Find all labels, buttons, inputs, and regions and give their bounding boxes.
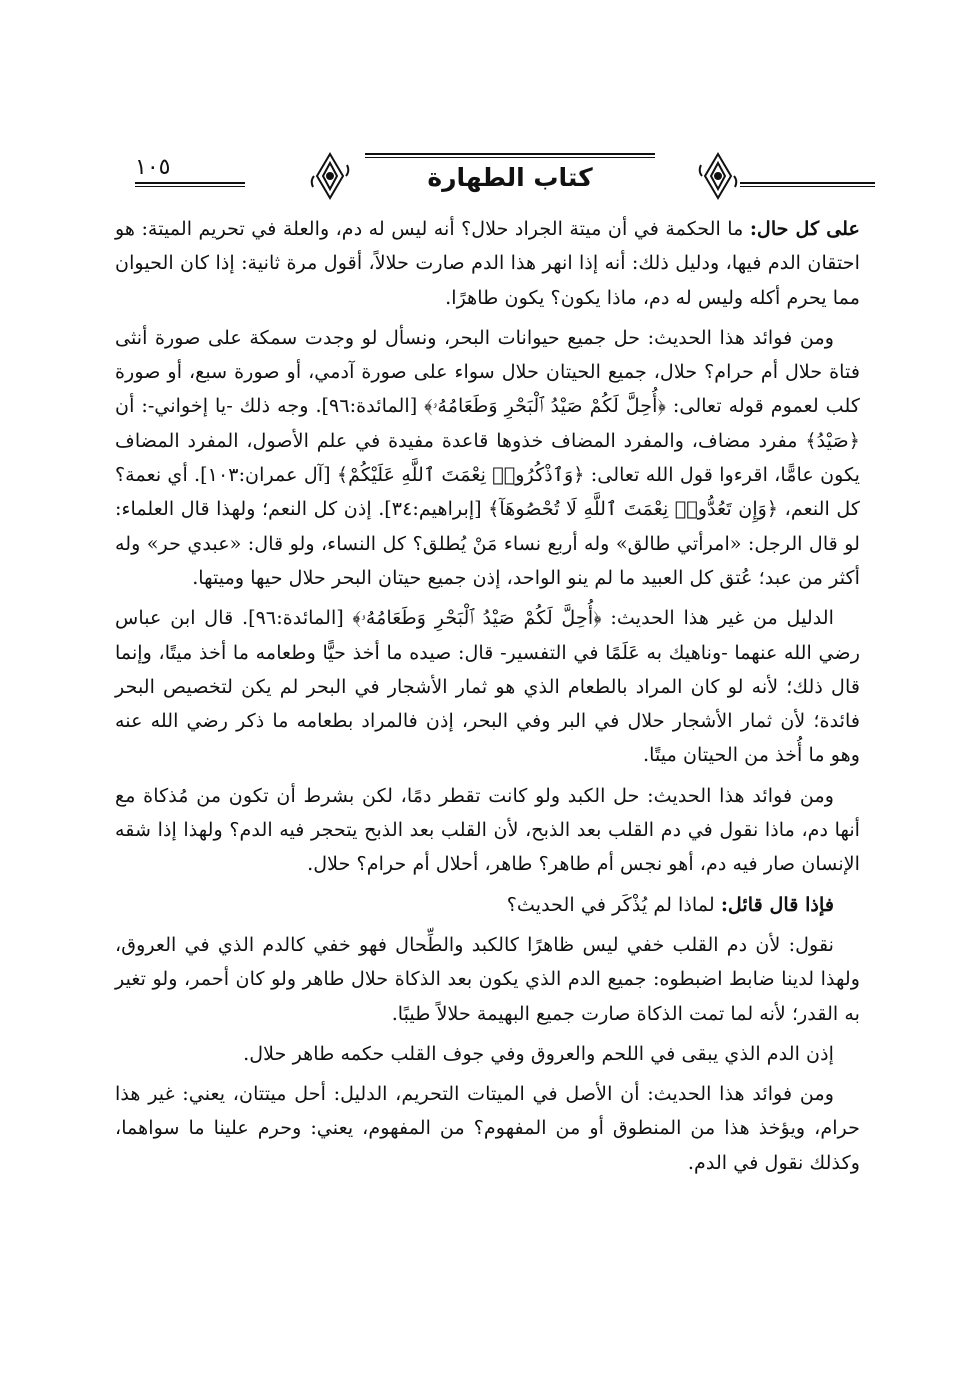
- paragraph: [115, 601, 860, 772]
- paragraph: [115, 1077, 860, 1180]
- paragraph-text: الدليل من غير هذا الحديث: ﴿أُحِلَّ لَكُمْ صَيْدُ ٱلْبَحْرِ وَطَعَامُهُۥ﴾ [المائدة:٩٦]. قال ابن عباس رضي الله عنهما -وناهيك به عَلَمًا في التفسير- قال: صيده ما أخذ حيًّا وطعامه ما أخذ ميتًا، وإنما قال ذلك؛ لأنه لو كان المراد بالطعام الذي هو ثمار الأشجار في البحر لم يكن لتخصيص البحر فائدة؛ لأن ثمار الأشجار حلال في البر وفي البحر، إذن فالمراد بطعامه ما ذكر رضي الله عنه وهو ما أُخذ من الحيتان ميتًا.: [115, 606, 860, 767]
- paragraph: [115, 928, 860, 1031]
- paragraph-text: إذن الدم الذي يبقى في اللحم والعروق وفي جوف القلب حكمه طاهر حلال.: [243, 1041, 834, 1065]
- paragraph-lead: على كل حال:: [749, 217, 860, 240]
- paragraph-text: نقول: لأن دم القلب خفي ليس ظاهرًا كالكبد والطِّحال فهو خفي كالدم الذي في العروق، ولهذا لدينا ضابط اضبطوه: جميع الدم الذي يكون بعد الذكاة حلال طاهر ولو كان أحمر، ولو تغير به القدر؛ لأنه لما تمت الذكاة صارت جميع البهيمة حلالاً طيبًا.: [115, 932, 860, 1025]
- paragraph: [115, 888, 860, 922]
- page-number: ١٠٥: [135, 155, 171, 180]
- paragraph: [115, 1037, 860, 1071]
- header-rule-center: [365, 153, 655, 158]
- chapter-title: كتاب الطهارة: [427, 163, 593, 192]
- paragraph: [115, 321, 860, 595]
- paragraph-text: ومن فوائد هذا الحديث: أن الأصل في الميتات التحريم، الدليل: أحل ميتتان، يعني: غير هذا حرام، ويؤخذ هذا من المنطوق أو من المفهوم؟ من المفهوم، يعني: وحرم علينا ما سواهما، وكذلك نقول في الدم.: [115, 1082, 860, 1174]
- paragraph-text: ومن فوائد هذا الحديث: حل الكبد ولو كانت تقطر دمًا، لكن بشرط أن تكون من مُذكاة مع أنها دم، ماذا نقول في دم القلب بعد الذبح، لأن القلب بعد الذبح يتحجر فيه الدم؟ ولهذا إذا شقه الإنسان صار فيه دم، أهو نجس أم طاهر؟ طاهر، أحلال أم حرام؟ حلال.: [115, 783, 860, 876]
- paragraph: [115, 212, 860, 315]
- paragraph: [115, 779, 860, 882]
- ornament-left-icon: [310, 151, 350, 201]
- body-text: [115, 212, 860, 1180]
- ornament-right-icon: [698, 151, 738, 201]
- paragraph-text: لماذا لم يُذْكَر في الحديث؟: [506, 892, 721, 916]
- page-header: [135, 145, 875, 205]
- header-rule-right: [740, 182, 875, 187]
- paragraph-lead: فإذا قال قائل:: [720, 892, 834, 916]
- paragraph-text: ما الحكمة في أن ميتة الجراد حلال؟ أنه ليس له دم، والعلة في تحريم الميتة: هو احتقان الدم فيها، ودليل ذلك: أنه إذا انهر هذا الدم صارت حلالاً، أقول مرة ثانية: إذا كان الحيوان مما يحرم أكله وليس له دم، ماذا يكون؟ يكون طاهرًا.: [115, 217, 860, 309]
- paragraph-text: ومن فوائد هذا الحديث: حل جميع حيوانات البحر، ونسأل لو وجدت سمكة على صورة أنثى فتاة حلال أم حرام؟ حلال، جميع الحيتان حلال سواء على صورة آدمي، أو صورة سبع، أو صورة كلب لعموم قوله تعالى: ﴿أُحِلَّ لَكُمْ صَيْدُ ٱلْبَحْرِ وَطَعَامُهُۥ﴾ [المائدة:٩٦]. وجه ذلك -يا إخواني-: أن ﴿صَيْدُ﴾ مفرد مضاف، والمفرد المضاف خذوها قاعدة مفيدة في علم الأصول، المفرد المضاف يكون عامًّا، اقرءوا قول الله تعالى: ﴿وَٱذْكُرُوا۟ نِعْمَتَ ٱللَّهِ عَلَيْكُمْ﴾ [آل عمران:١٠٣]. أي نعمة؟ كل النعم، ﴿وَإِن تَعُدُّوا۟ نِعْمَتَ ٱللَّهِ لَا تُحْصُوهَآ﴾ [إبراهيم:٣٤]. إذن كل النعم؛ ولهذا قال العلماء: لو قال الرجل: «امرأتي طالق» وله أربع نساء مَنْ يُطلق؟ كل النساء، ولو قال: «عبدي حر» وله أكثر من عبد؛ عُتق كل العبيد ما لم ينو الواحد، إذن جميع حيتان البحر حلال حيها وميتها.: [115, 325, 861, 589]
- header-rule-left: [135, 182, 245, 187]
